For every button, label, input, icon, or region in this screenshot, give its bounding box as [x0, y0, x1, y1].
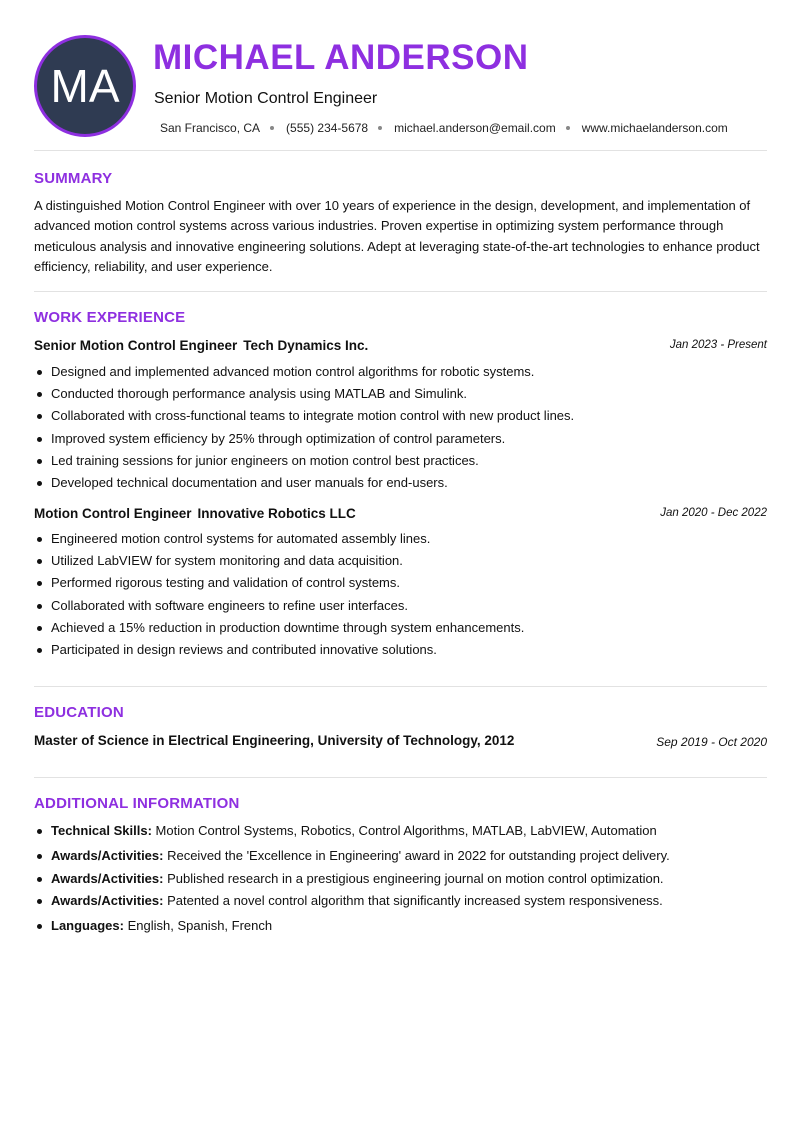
divider	[34, 150, 767, 151]
list-item: Developed technical documentation and user manuals for end-users.	[34, 472, 767, 494]
item-label: Languages:	[51, 918, 124, 934]
list-item	[34, 915, 767, 937]
item-text: Motion Control Systems, Robotics, Control Algorithms, MATLAB, LabVIEW, Automation	[151, 823, 657, 838]
divider	[34, 777, 767, 778]
job-title-line	[34, 338, 368, 353]
summary-heading: SUMMARY	[34, 170, 113, 187]
item-text: Received the 'Excellence in Engineering' award in 2022 for outstanding project delivery.	[163, 848, 670, 864]
item-label: Awards/Activities:	[51, 848, 164, 864]
list-item: Utilized LabVIEW for system monitoring and data acquisition.	[34, 550, 767, 572]
job-company: Innovative Robotics LLC	[197, 506, 356, 521]
work-experience-heading: WORK EXPERIENCE	[34, 309, 186, 326]
list-item: Designed and implemented advanced motion control algorithms for robotic systems.	[34, 361, 767, 383]
additional-info-list	[34, 820, 767, 937]
job-header	[34, 506, 767, 524]
contact-email[interactable]: michael.anderson@email.com	[394, 121, 556, 135]
candidate-title: Senior Motion Control Engineer	[154, 90, 378, 107]
list-item: Collaborated with cross-functional teams to integrate motion control with new product lines.	[34, 405, 767, 427]
job-dates: Jan 2020 - Dec 2022	[660, 507, 767, 519]
contact-website[interactable]: www.michaelanderson.com	[581, 121, 728, 135]
item-label: Awards/Activities:	[51, 892, 164, 908]
list-item	[34, 820, 767, 842]
list-item: Led training sessions for junior engineers on motion control best practices.	[34, 450, 767, 472]
list-item: Participated in design reviews and contributed innovative solutions.	[34, 639, 767, 661]
list-item: Engineered motion control systems for automated assembly lines.	[34, 528, 767, 550]
job-company: Tech Dynamics Inc.	[243, 338, 369, 353]
list-item: Conducted thorough performance analysis using MATLAB and Simulink.	[34, 383, 767, 405]
avatar	[34, 35, 136, 137]
list-item: Achieved a 15% reduction in production downtime through system enhancements.	[34, 617, 767, 639]
item-label: Awards/Activities:	[51, 870, 164, 886]
education-entry	[34, 733, 767, 751]
list-item	[34, 868, 767, 890]
list-item: Performed rigorous testing and validation of control systems.	[34, 572, 767, 594]
contact-phone: (555) 234-5678	[286, 121, 369, 135]
summary-text: A distinguished Motion Control Engineer with over 10 years of experience in the design, development, and implementation of advanced motion control systems across various industries. Proven expertise in optimizing system performance through meticulous analysis and innovative engineering solutions. Adept at leveraging state-of-the-art technologies to enhance product efficiency, reliability, and user experience.	[34, 198, 760, 274]
job-role: Motion Control Engineer	[34, 506, 192, 521]
item-text: Patented a novel control algorithm that significantly increased system responsiveness.	[163, 892, 663, 908]
divider	[34, 686, 767, 687]
education-degree: Master of Science in Electrical Engineering, University of Technology, 2012	[34, 733, 515, 748]
separator-dot	[270, 126, 274, 130]
item-text: English, Spanish, French	[123, 918, 273, 934]
job-header	[34, 338, 767, 356]
job-bullets	[34, 528, 767, 661]
divider	[34, 291, 767, 292]
item-label: Technical Skills:	[51, 823, 152, 838]
separator-dot	[566, 126, 570, 130]
list-item: Improved system efficiency by 25% through optimization of control parameters.	[34, 428, 767, 450]
job-bullets	[34, 361, 767, 494]
separator-dot	[378, 126, 382, 130]
list-item	[34, 845, 767, 867]
contact-line	[160, 120, 728, 136]
item-text: Published research in a prestigious engineering journal on motion control optimization.	[163, 870, 664, 886]
avatar-initials: MA	[50, 60, 120, 112]
job-dates: Jan 2023 - Present	[669, 339, 767, 351]
contact-location: San Francisco, CA	[160, 121, 261, 135]
job-role: Senior Motion Control Engineer	[34, 338, 238, 353]
list-item: Collaborated with software engineers to refine user interfaces.	[34, 595, 767, 617]
list-item	[34, 890, 767, 912]
job-title-line	[34, 506, 356, 521]
additional-info-heading: ADDITIONAL INFORMATION	[34, 795, 240, 812]
education-heading: EDUCATION	[34, 704, 124, 721]
education-dates: Sep 2019 - Oct 2020	[656, 735, 767, 749]
candidate-name: MICHAEL ANDERSON	[153, 38, 529, 77]
